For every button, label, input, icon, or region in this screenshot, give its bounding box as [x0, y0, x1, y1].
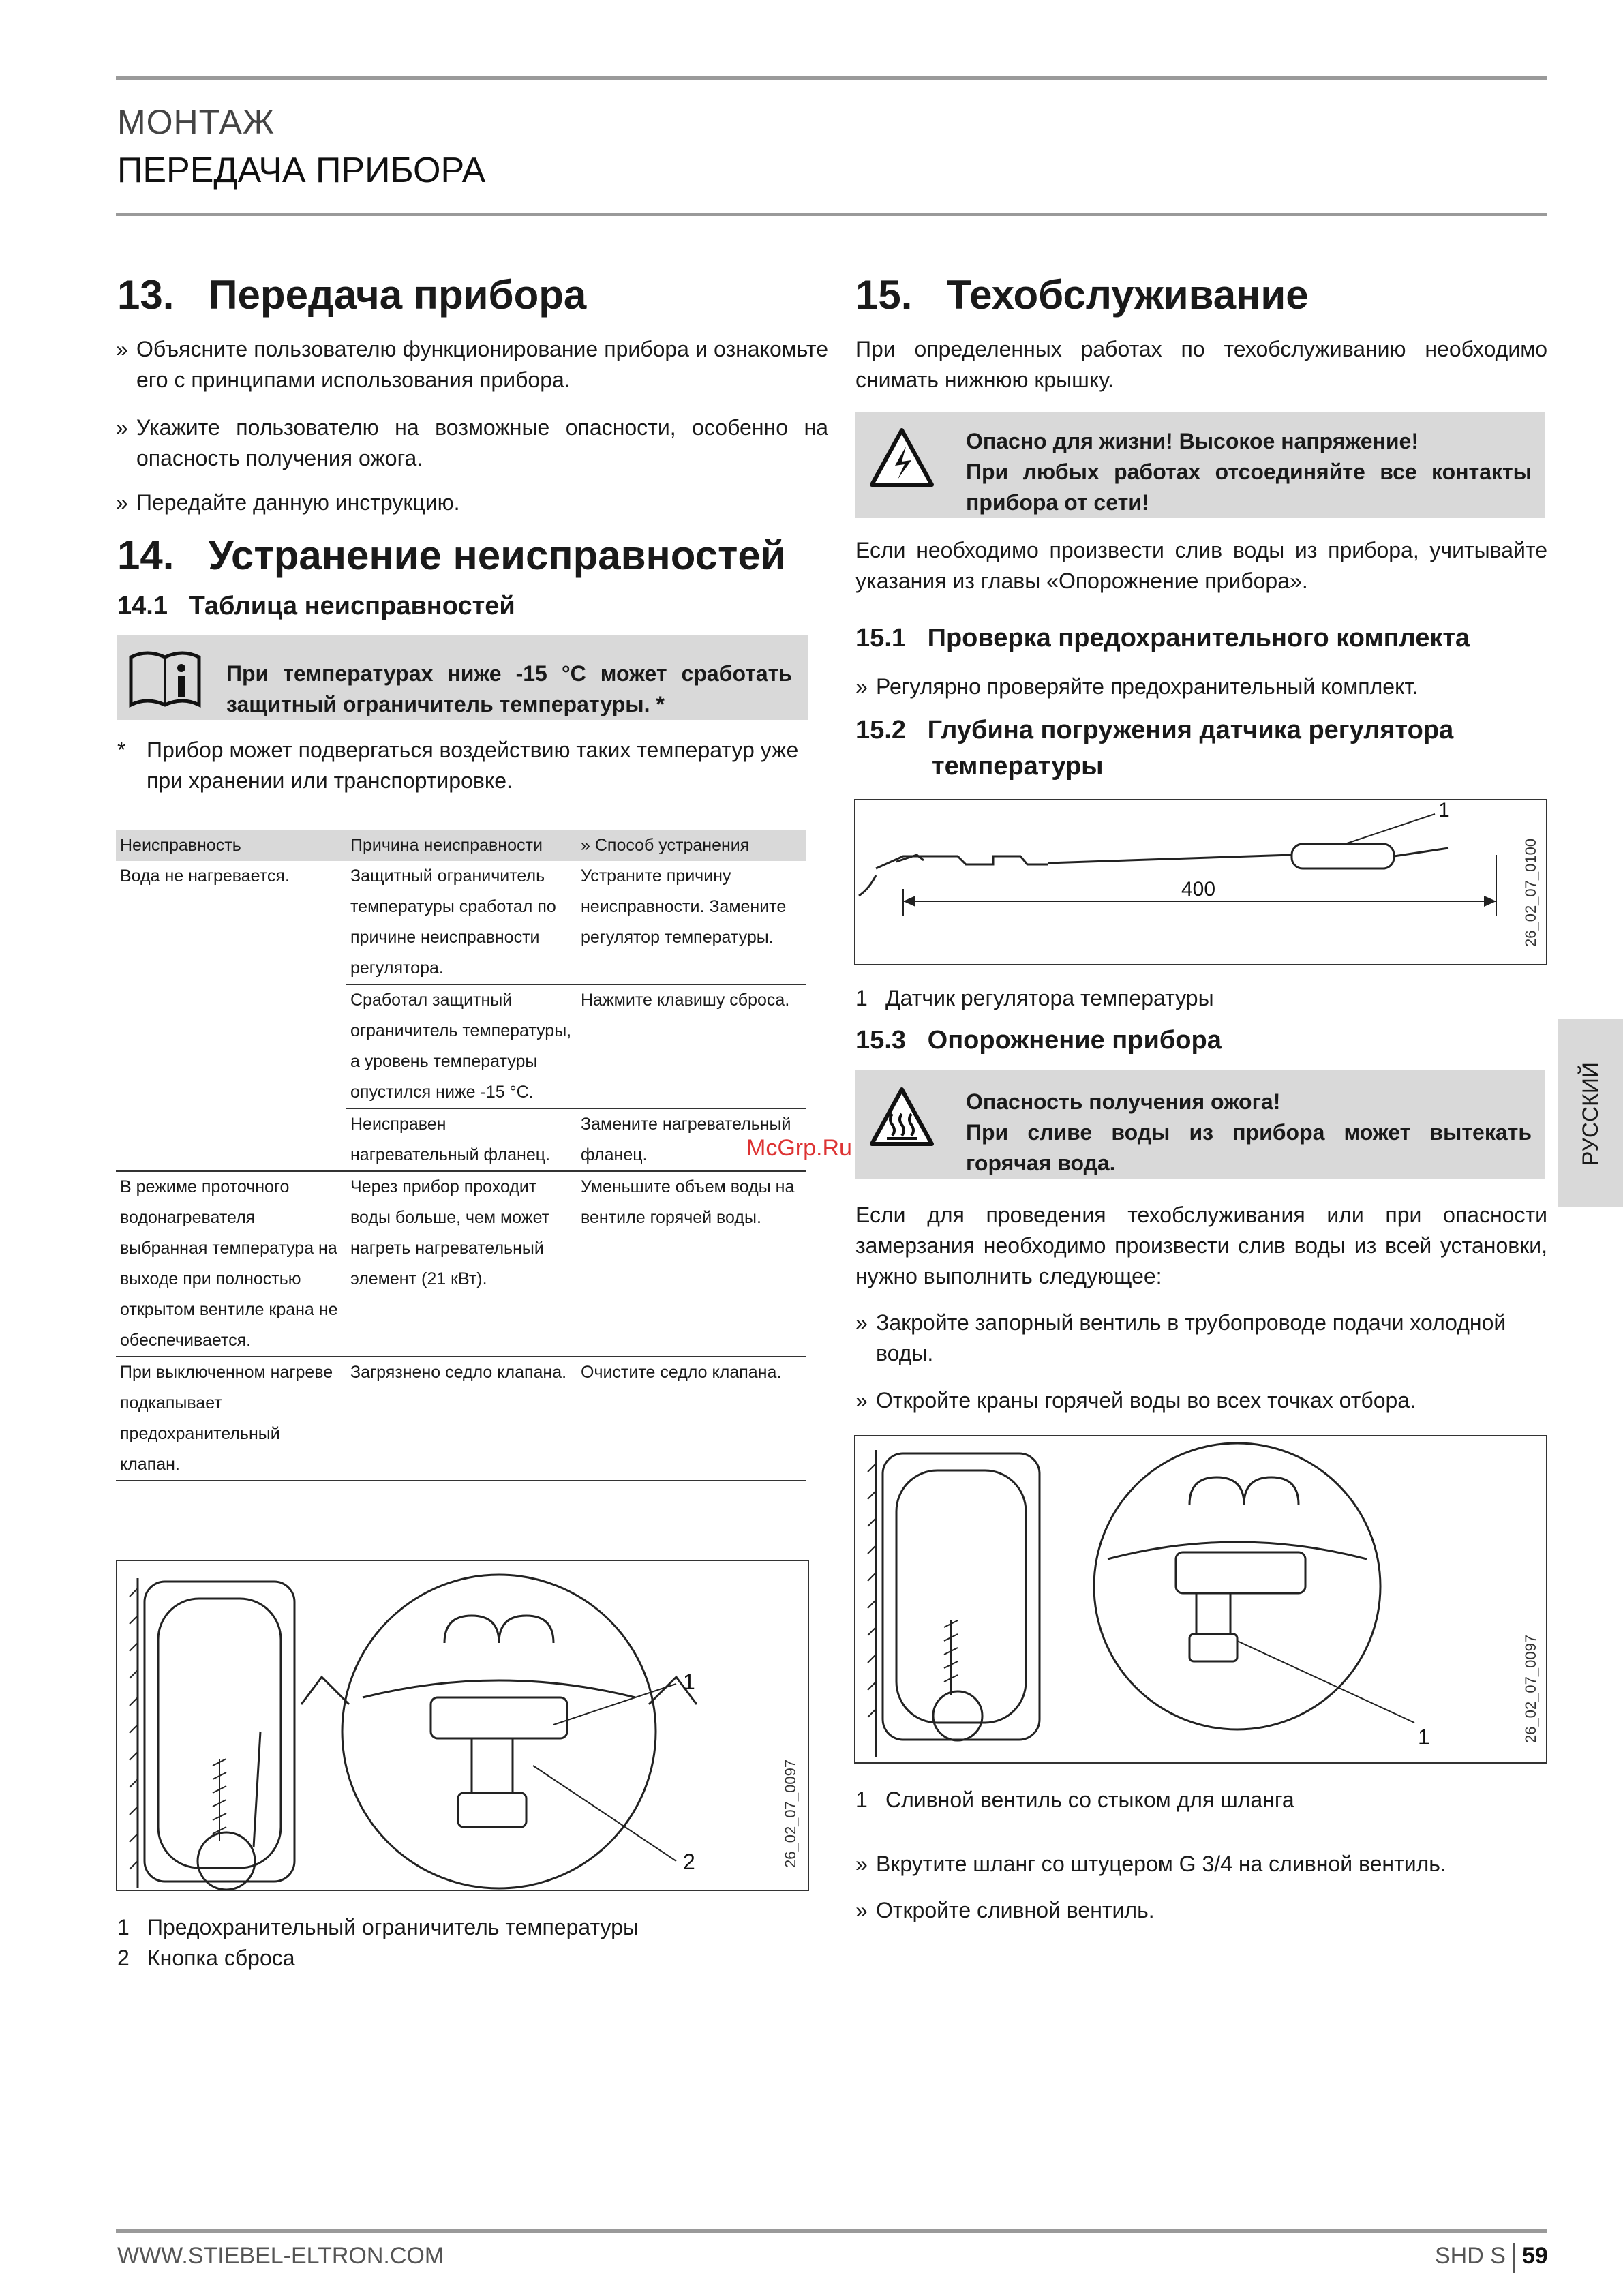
- callout-2: 2: [683, 1849, 695, 1874]
- fix-cell: Нажмите клавишу сброса.: [577, 984, 806, 1108]
- header-bottom-rule: [116, 213, 1547, 216]
- cause-cell: Загрязнено седло клапана.: [346, 1357, 577, 1481]
- footnote-text: Прибор может подвергаться воздействию таких температур уже при хранении или транспортировке.: [147, 738, 799, 793]
- sensor-drawing: [855, 800, 1546, 964]
- caption-1: [117, 1912, 639, 1943]
- col-header-fix: » Способ устранения: [577, 830, 806, 861]
- watermark: McGrp.Ru: [746, 1135, 852, 1161]
- s153-bullet-2: » Откройте краны горячей воды во всех точках отбора.: [855, 1385, 1568, 1416]
- info-note-box: [117, 635, 808, 720]
- drain-valve-drawing: [855, 1436, 1546, 1762]
- language-label: РУССКИЙ: [1578, 1062, 1603, 1166]
- caption-text: Кнопка сброса: [147, 1946, 295, 1970]
- caption-number: 1: [117, 1915, 130, 1939]
- fix-cell: Устраните причину неисправности. Замените регулятор температуры.: [577, 861, 806, 984]
- heater-tank-drawing: [117, 1561, 808, 1890]
- burn-warning-box: [855, 1070, 1545, 1179]
- section-15-2-title-cont: температуры: [932, 752, 1104, 781]
- callout-1: 1: [683, 1670, 695, 1694]
- s151-bullet: » Регулярно проверяйте предохранительный комплект.: [855, 671, 1568, 702]
- col-header-fault: Неисправность: [116, 830, 346, 861]
- sensor-callout: 1: [1438, 800, 1450, 821]
- section-15-1-title: 15.1 Проверка предохранительного комплекта: [855, 624, 1470, 652]
- s153-bullet-4: » Откройте сливной вентиль.: [855, 1895, 1568, 1926]
- table-header-row: [116, 830, 806, 861]
- section-15-title: 15. Техобслуживание: [855, 272, 1309, 318]
- s13-bullet-3: » Передайте данную инструкцию.: [116, 487, 828, 518]
- fault-table: [116, 830, 806, 1481]
- fault-cell: В режиме проточного водонагревателя выбранная температура на выходе при полностью открытом вентиле крана не обеспечивается.: [116, 1171, 346, 1357]
- footnote-mark: *: [117, 738, 126, 762]
- caption-number: 1: [855, 1787, 868, 1812]
- cause-cell: Сработал защитный ограничитель температуры, а уровень температуры опустился ниже -15 °C.: [346, 984, 577, 1108]
- sensor-caption: [855, 983, 1214, 1014]
- fix-cell: Уменьшите объем воды на вентиле горячей воды.: [577, 1171, 806, 1357]
- footer-divider: [1513, 2243, 1515, 2273]
- drain-callout: 1: [1418, 1725, 1430, 1749]
- language-side-tab: [1558, 1019, 1623, 1207]
- s153-paragraph: Если для проведения техобслуживания или при опасности замерзания необходимо произвести слив воды из всей установки, нужно выполнить следующее:: [855, 1203, 1547, 1288]
- high-voltage-icon: [868, 426, 936, 489]
- limiter-figure: [116, 1560, 809, 1891]
- col-header-cause: Причина неисправности: [346, 830, 577, 861]
- section-14-1-title: 14.1 Таблица неисправностей: [117, 592, 515, 620]
- s153-bullet-3: » Вкрутите шланг со штуцером G 3/4 на сливной вентиль.: [855, 1849, 1568, 1879]
- info-note-text: При температурах ниже -15 °C может сработать защитный ограничитель температуры. *: [226, 661, 792, 716]
- section-15-2-title: 15.2 Глубина погружения датчика регулятора: [855, 716, 1454, 744]
- chapter-label: МОНТАЖ: [117, 103, 275, 141]
- s15-intro: При определенных работах по техобслуживанию необходимо снимать нижнюю крышку.: [855, 337, 1547, 392]
- table-row: [116, 861, 806, 984]
- fault-cell: Вода не нагревается.: [116, 861, 346, 1171]
- footer-rule: [116, 2229, 1547, 2233]
- manual-info-icon: [127, 645, 203, 710]
- dimension-label: 400: [1181, 878, 1216, 901]
- page-title: ПЕРЕДАЧА ПРИБОРА: [117, 151, 486, 190]
- page-number: 59: [1522, 2243, 1548, 2269]
- caption-text: Предохранительный ограничитель температуры: [147, 1915, 639, 1939]
- hot-surface-icon: [868, 1085, 936, 1148]
- fix-cell: Очистите седло клапана.: [577, 1357, 806, 1481]
- caption-text: Датчик регулятора температуры: [885, 986, 1214, 1010]
- figure-code: 26_02_07_0100: [1522, 838, 1539, 947]
- drain-caption: [855, 1785, 1294, 1815]
- section-13-title: 13. Передача прибора: [117, 272, 587, 318]
- s13-bullet-2: » Укажите пользователю на возможные опасности, особенно на опасность получения ожога.: [116, 412, 828, 474]
- section-14-title: 14. Устранение неисправностей: [117, 532, 786, 578]
- figure-code: 26_02_07_0097: [1522, 1634, 1539, 1743]
- sensor-figure: [854, 799, 1547, 965]
- section-15-3-title: 15.3 Опорожнение прибора: [855, 1026, 1222, 1055]
- caption-text: Сливной вентиль со стыком для шланга: [885, 1787, 1294, 1812]
- cause-cell: Через прибор проходит воды больше, чем может нагреть нагревательный элемент (21 кВт).: [346, 1171, 577, 1357]
- header-top-rule: [116, 76, 1547, 80]
- voltage-warning-box: [855, 412, 1545, 518]
- drain-figure: [854, 1435, 1547, 1764]
- burn-warning-line2: При сливе воды из прибора может вытекать горячая вода.: [966, 1120, 1532, 1175]
- burn-warning-line1: Опасность получения ожога!: [966, 1089, 1281, 1114]
- voltage-warning-line2: При любых работах отсоединяйте все контакты прибора от сети!: [966, 459, 1532, 515]
- cause-cell: Защитный ограничитель температуры сработал по причине неисправности регулятора.: [346, 861, 577, 984]
- footer-website[interactable]: WWW.STIEBEL-ELTRON.COM: [117, 2243, 444, 2269]
- s13-bullet-1: » Объясните пользователю функционирование прибора и ознакомьте его с принципами использования прибора.: [116, 334, 828, 395]
- caption-number: 1: [855, 986, 868, 1010]
- table-row: [116, 1171, 806, 1357]
- caption-2: [117, 1943, 295, 1974]
- voltage-warning-line1: Опасно для жизни! Высокое напряжение!: [966, 429, 1419, 453]
- fix-cell: Замените нагревательный фланец.: [577, 1108, 806, 1171]
- cause-cell: Неисправен нагревательный фланец.: [346, 1108, 577, 1171]
- caption-number: 2: [117, 1946, 130, 1970]
- s153-bullet-1: » Закройте запорный вентиль в трубопроводе подачи холодной воды.: [855, 1308, 1568, 1369]
- footer-model: SHD S: [1435, 2243, 1506, 2269]
- drain-reference: Если необходимо произвести слив воды из прибора, учитывайте указания из главы «Опорожнение прибора».: [855, 538, 1547, 593]
- table-row: [116, 1357, 806, 1481]
- figure-code: 26_02_07_0097: [782, 1759, 799, 1868]
- fault-cell: При выключенном нагреве подкапывает предохранительный клапан.: [116, 1357, 346, 1481]
